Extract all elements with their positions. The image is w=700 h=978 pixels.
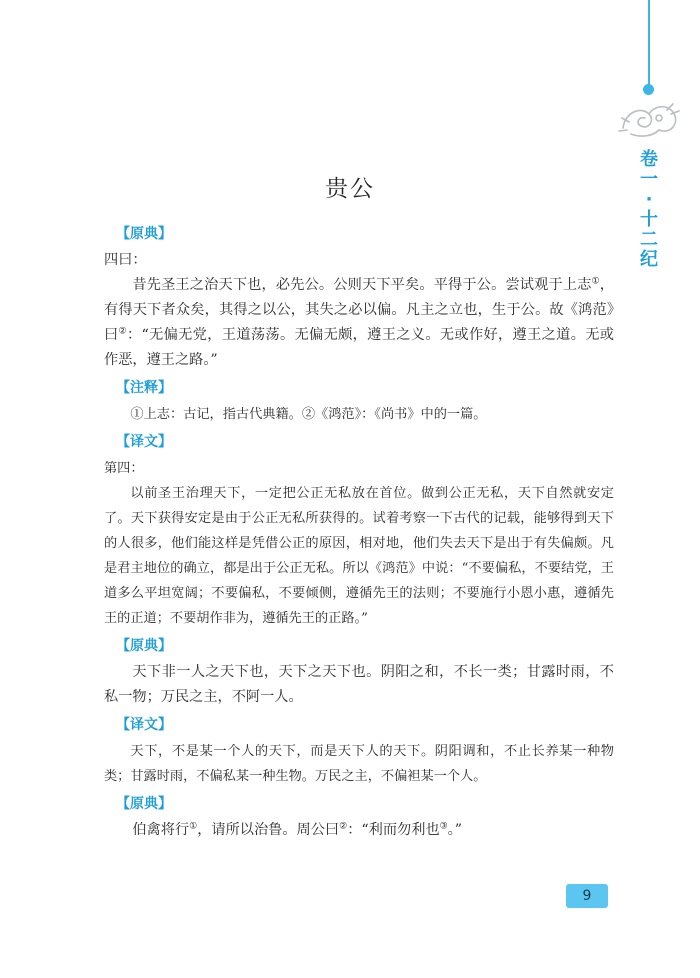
paragraph: 昔先圣王之治天下也，必先公。公则天下平矣。平得于公。尝试观于上志①，有得天下者众矣，其得之以公，其失之必以偏。凡主之立也，生于公。故《鸿范》曰②：“无偏无党，王道荡荡。无偏无颇，遵王之义。无或作好，遵王之道。无或作恶，遵王之路。” <box>104 276 614 368</box>
volume-label <box>636 150 662 270</box>
page-number: 9 <box>566 884 608 908</box>
volume-char: · <box>645 189 653 210</box>
volume-char: 二 <box>640 229 658 250</box>
paragraph: 第四： <box>104 461 144 476</box>
section-heading: 【译文】 <box>116 434 172 450</box>
paragraph: 天下，不是某一个人的天下，而是天下人的天下。阴阳调和，不止长养某一种物类；甘露时雨，不偏私某一种生物。万民之主，不偏袒某一个人。 <box>104 744 614 784</box>
page-title: 贵公 <box>325 176 375 202</box>
paragraph: 四曰： <box>104 252 147 268</box>
volume-char: 十 <box>640 209 658 230</box>
dragon-ornament-icon <box>615 98 683 144</box>
volume-char: 卷 <box>640 149 658 170</box>
section-heading: 【译文】 <box>116 717 172 733</box>
section-heading: 【原典】 <box>116 796 172 812</box>
paragraph: 伯禽将行①，请所以治鲁。周公曰②：“利而勿利也③。” <box>132 821 463 838</box>
section-heading: 【注释】 <box>116 380 172 396</box>
section-heading: 【原典】 <box>116 226 172 242</box>
paragraph: 天下非一人之天下也，天下之天下也。阴阳之和，不长一类；甘露时雨，不私一物；万民之主，不阿一人。 <box>104 664 614 705</box>
margin-accent-line <box>648 0 650 88</box>
paragraph: ①上志：古记，指古代典籍。②《鸿范》：《尚书》中的一篇。 <box>130 407 487 422</box>
section-heading: 【原典】 <box>116 638 172 654</box>
page-content <box>104 222 614 843</box>
volume-char: 一 <box>640 169 658 190</box>
volume-char: 纪 <box>640 249 658 270</box>
margin-accent-dot <box>643 84 654 95</box>
paragraph: 以前圣王治理天下，一定把公正无私放在首位。做到公正无私，天下自然就安定了。天下获得安定是由于公正无私所获得的。试着考察一下古代的记载，能够得到天下的人很多，他们能这样是凭借公正的原因，相对地，他们失去天下是出于有失偏颇。凡是君主地位的确立，都是出于公正无私。所以《鸿范》中说：“不要偏私，不要结党，王道多么平坦宽阔；不要偏私，不要倾侧，遵循先王的法则；不要施行小恩小惠，遵循先王的正道；不要胡作非为，遵循先王的正路。” <box>104 486 614 626</box>
